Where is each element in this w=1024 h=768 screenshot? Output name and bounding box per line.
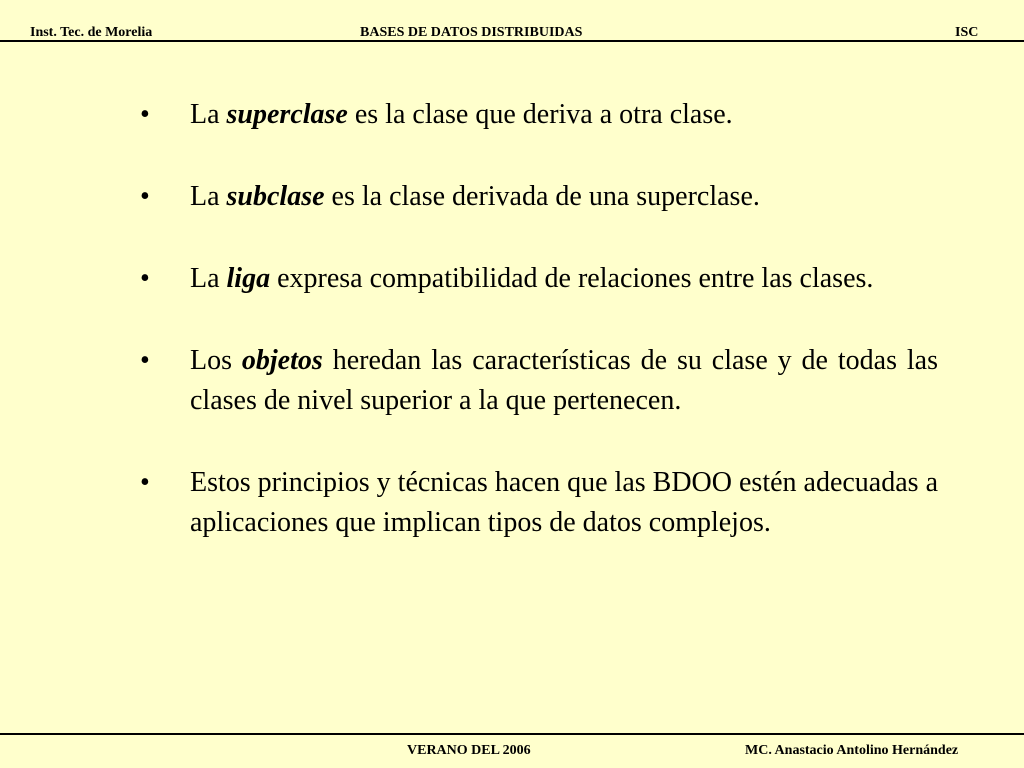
bullet-list (140, 95, 938, 543)
bullet-text-before: Los (190, 345, 242, 376)
bullet-term: liga (226, 263, 271, 294)
bullet-text-after: es la clase derivada de una superclase. (324, 181, 760, 212)
bullet-text-after: es la clase que deriva a otra clase. (347, 99, 733, 130)
bullet-item-superclase (140, 95, 938, 135)
header-course-title: BASES DE DATOS DISTRIBUIDAS (360, 25, 583, 40)
bullet-term: subclase (226, 181, 325, 212)
bullet-marker: • (140, 467, 150, 498)
bullet-marker: • (140, 181, 150, 212)
footer-term: VERANO DEL 2006 (407, 743, 531, 758)
bullet-text-after: expresa compatibilidad de relaciones entre las clases. (270, 263, 874, 294)
bullet-item-subclase (140, 177, 938, 217)
bullet-term: superclase (226, 99, 348, 130)
footer-author: MC. Anastacio Antolino Hernández (745, 743, 959, 758)
bullet-text: Estos principios y técnicas hacen que las BDOO estén adecuadas a aplicaciones que implican tipos de datos complejos. (190, 467, 938, 538)
bullet-item-liga (140, 259, 938, 299)
bullet-text-before: La (190, 181, 227, 212)
bullet-text-before: La (190, 99, 227, 130)
bullet-marker: • (140, 345, 150, 376)
bullet-item-objetos (140, 341, 938, 421)
header-divider (0, 40, 1024, 42)
bullet-marker: • (140, 263, 150, 294)
bullet-marker: • (140, 99, 150, 130)
bullet-text-after: heredan las características de su clase y de todas las clases de nivel superior a la que pertenecen. (190, 345, 938, 416)
footer-divider (0, 733, 1024, 735)
header-program: ISC (955, 25, 979, 40)
header-institution: Inst. Tec. de Morelia (30, 25, 153, 40)
bullet-text-before: La (190, 263, 227, 294)
bullet-term: objetos (241, 345, 323, 376)
bullet-item-principios (140, 463, 938, 543)
